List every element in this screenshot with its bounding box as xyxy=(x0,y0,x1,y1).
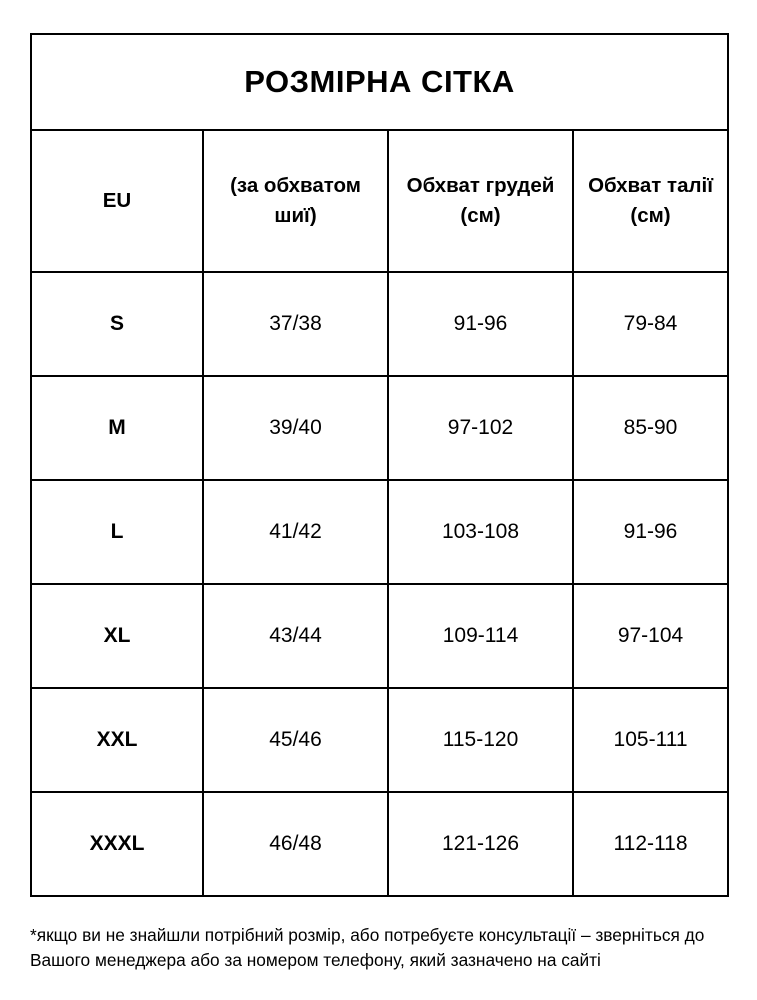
cell-size: M xyxy=(31,376,203,480)
size-chart-table xyxy=(30,33,729,897)
cell-neck: 43/44 xyxy=(203,584,388,688)
cell-chest: 97-102 xyxy=(388,376,573,480)
table-row xyxy=(31,792,728,896)
table-row xyxy=(31,376,728,480)
cell-chest: 121-126 xyxy=(388,792,573,896)
cell-size: XXL xyxy=(31,688,203,792)
table-title-row xyxy=(31,34,728,130)
cell-neck: 37/38 xyxy=(203,272,388,376)
cell-waist: 112-118 xyxy=(573,792,728,896)
cell-neck: 45/46 xyxy=(203,688,388,792)
cell-waist: 79-84 xyxy=(573,272,728,376)
cell-size: XXXL xyxy=(31,792,203,896)
cell-neck: 41/42 xyxy=(203,480,388,584)
table-header-row xyxy=(31,130,728,272)
cell-chest: 91-96 xyxy=(388,272,573,376)
table-row xyxy=(31,688,728,792)
page-title: РОЗМІРНА СІТКА xyxy=(31,34,728,130)
cell-size: XL xyxy=(31,584,203,688)
cell-waist: 97-104 xyxy=(573,584,728,688)
cell-chest: 109-114 xyxy=(388,584,573,688)
cell-neck: 46/48 xyxy=(203,792,388,896)
footnote: *якщо ви не знайшли потрібний розмір, або потребуєте консультації – зверніться до Вашого менеджера або за номером телефону, який зазначено на сайті xyxy=(30,925,705,971)
column-header-neck: (за обхватом шиї) xyxy=(203,130,388,272)
table-row xyxy=(31,480,728,584)
cell-waist: 91-96 xyxy=(573,480,728,584)
cell-chest: 103-108 xyxy=(388,480,573,584)
table-row xyxy=(31,272,728,376)
cell-waist: 105-111 xyxy=(573,688,728,792)
column-header-waist: Обхват талії (см) xyxy=(573,130,728,272)
table-row xyxy=(31,584,728,688)
cell-chest: 115-120 xyxy=(388,688,573,792)
column-header-eu: EU xyxy=(31,130,203,272)
cell-neck: 39/40 xyxy=(203,376,388,480)
cell-waist: 85-90 xyxy=(573,376,728,480)
cell-size: L xyxy=(31,480,203,584)
column-header-chest: Обхват грудей (см) xyxy=(388,130,573,272)
cell-size: S xyxy=(31,272,203,376)
